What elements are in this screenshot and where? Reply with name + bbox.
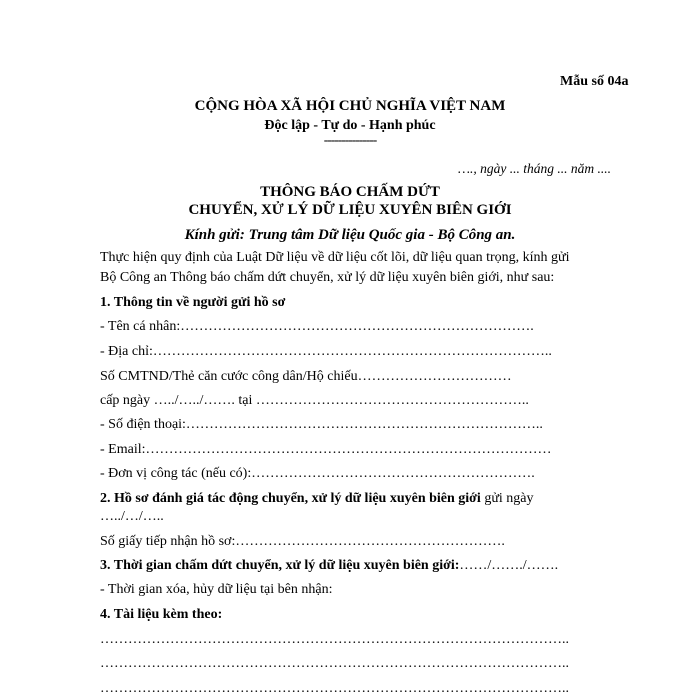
section-3-heading: 3. Thời gian chấm dứt chuyển, xử lý dữ liệu xuyên biên giới: xyxy=(100,558,460,573)
field-issue: cấp ngày …../…../……. tại ………………………………………………….. xyxy=(100,393,529,408)
section-4-heading: 4. Tài liệu kèm theo: xyxy=(100,607,223,622)
field-id-number: Số CMTND/Thẻ căn cước công dân/Hộ chiếu…………………………… xyxy=(100,369,512,384)
form-code: Mẫu số 04a xyxy=(560,74,629,89)
section-2-heading: 2. Hồ sơ đánh giá tác động chuyển, xử lý dữ liệu xuyên biên giới xyxy=(100,491,481,506)
title-line-2: CHUYỂN, XỬ LÝ DỮ LIỆU XUYÊN BIÊN GIỚI xyxy=(188,202,512,218)
deletion-time: - Thời gian xóa, hủy dữ liệu tại bên nhận: xyxy=(100,582,333,597)
title-line-1: THÔNG BÁO CHẤM DỨT xyxy=(260,184,440,200)
field-address: - Địa chỉ:………………………………………………………………………….. xyxy=(100,344,552,359)
field-name: - Tên cá nhân:…………………………………………………………………. xyxy=(100,319,534,334)
section-2-date: …../…/….. xyxy=(100,509,164,524)
section-3-date: ……/……./……. xyxy=(459,558,559,573)
intro-line-1: Thực hiện quy định của Luật Dữ liệu về dữ liệu cốt lõi, dữ liệu quan trọng, kính gửi xyxy=(100,250,570,265)
attachment-line: ……………………………………………………………………………………….. xyxy=(100,632,569,647)
section-2-sent-label: gửi ngày xyxy=(480,491,534,506)
motto-separator: --------------- xyxy=(323,132,377,147)
recipient: Kính gửi: Trung tâm Dữ liệu Quốc gia - Bộ Công an. xyxy=(184,227,516,243)
section-3-line xyxy=(100,558,558,574)
field-email: - Email:…………………………………………………………………………… xyxy=(100,442,552,457)
nation-name: CỘNG HÒA XÃ HỘI CHỦ NGHĨA VIỆT NAM xyxy=(194,98,506,114)
field-phone: - Số điện thoại:………………………………………………………………….. xyxy=(100,417,543,432)
intro-line-2: Bộ Công an Thông báo chấm dứt chuyển, xử lý dữ liệu xuyên biên giới, như sau: xyxy=(100,270,555,285)
receipt-number: Số giấy tiếp nhận hồ sơ:…………………………………………………. xyxy=(100,534,505,549)
nation-motto: Độc lập - Tự do - Hạnh phúc xyxy=(264,118,436,133)
attachment-line: ……………………………………………………………………………………….. xyxy=(100,681,569,696)
date-line: …., ngày ... tháng ... năm .... xyxy=(458,161,611,176)
attachment-line: ……………………………………………………………………………………….. xyxy=(100,656,569,671)
section-1-heading: 1. Thông tin về người gửi hồ sơ xyxy=(100,295,286,310)
field-org: - Đơn vị công tác (nếu có):……………………………………………………. xyxy=(100,466,535,481)
section-2-line xyxy=(100,491,534,507)
